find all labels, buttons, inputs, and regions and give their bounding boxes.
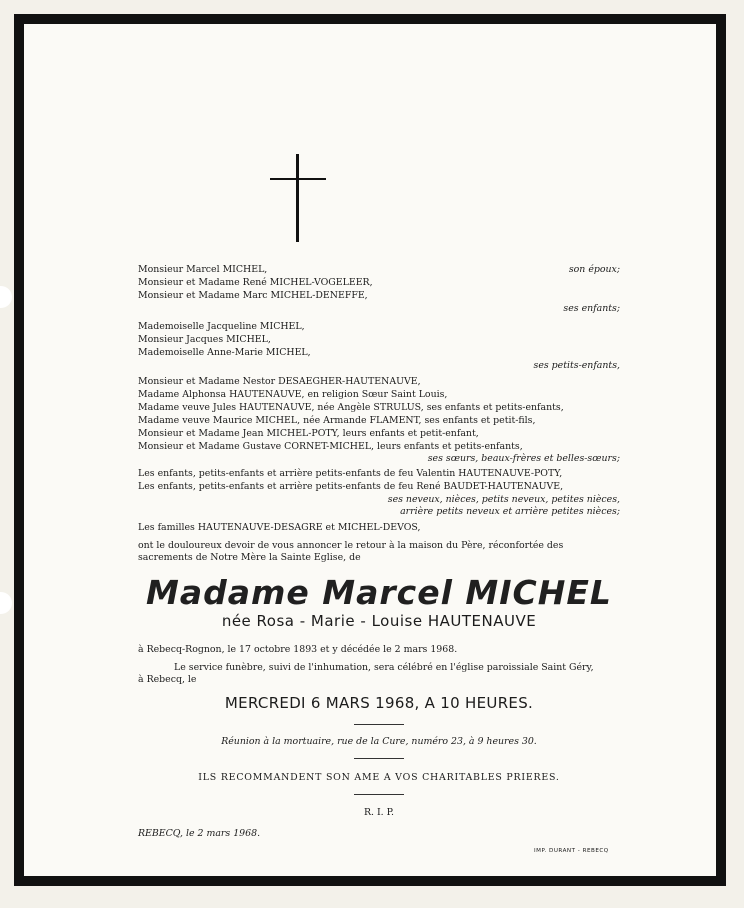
family-member-text: Monsieur et Madame Gustave CORNET-MICHEL, leurs enfants et petits-enfants, [138, 441, 523, 452]
punch-hole [0, 286, 12, 308]
family-line [138, 522, 620, 534]
family-member-text: Mademoiselle Anne-Marie MICHEL, [138, 347, 311, 358]
relation-label: arrière petits neveux et arrière petites nièces; [400, 506, 620, 517]
family-member-text: Madame Alphonsa HAUTENAUVE, en religion Sœur Saint Louis, [138, 389, 448, 400]
service-line-1: Le service funèbre, suivi de l'inhumation, sera célébré en l'église paroissiale Saint Géry, [174, 662, 594, 673]
family-line [138, 321, 620, 333]
punch-hole [0, 592, 12, 614]
family-line [138, 389, 620, 401]
family-line [138, 264, 620, 276]
relation-label: ses petits-enfants, [533, 360, 620, 371]
place-date-line: REBECQ, le 2 mars 1968. [138, 828, 261, 839]
family-line [138, 376, 620, 388]
family-member-text: Monsieur Jacques MICHEL, [138, 334, 271, 345]
family-line [138, 415, 620, 427]
family-line [138, 441, 620, 453]
service-date: MERCREDI 6 MARS 1968, A 10 HEURES. [224, 694, 534, 712]
relation-label: ses enfants; [563, 303, 620, 314]
relation-label: son époux; [568, 264, 620, 275]
announcement-line-1: ont le douloureux devoir de vous annoncer le retour à la maison du Père, réconfortée des [138, 540, 564, 551]
recommendation-line: ILS RECOMMANDENT SON AME A VOS CHARITABLES PRIERES. [198, 772, 560, 783]
family-member-text: Madame veuve Maurice MICHEL, née Armande FLAMENT, ses enfants et petit-fils, [138, 415, 536, 426]
family-line [138, 468, 620, 480]
family-member-text: Monsieur et Madame Nestor DESAEGHER-HAUTENAUVE, [138, 376, 421, 387]
announcement-line-2: sacrements de Notre Mère la Sainte Eglise, de [138, 552, 361, 563]
family-member-text: Mademoiselle Jacqueline MICHEL, [138, 321, 305, 332]
divider [354, 724, 404, 725]
divider [354, 794, 404, 795]
announcement-body [36, 36, 706, 866]
printer-mark: IMP. DURANT - REBECQ [534, 848, 609, 854]
family-line [138, 277, 620, 289]
family-line [138, 481, 620, 493]
service-line-2: à Rebecq, le [138, 674, 197, 685]
family-line [138, 290, 620, 302]
deceased-name: Madame Marcel MICHEL [146, 573, 612, 612]
relation-label: ses neveux, nièces, petits neveux, petites nièces, [387, 494, 620, 505]
family-member-text: Madame veuve Jules HAUTENAUVE, née Angèle STRULUS, ses enfants et petits-enfants, [138, 402, 564, 413]
relation-label: ses sœurs, beaux-frères et belles-sœurs; [427, 453, 620, 464]
birth-death-line: à Rebecq-Rognon, le 17 octobre 1893 et y décédée le 2 mars 1968. [138, 644, 458, 655]
reunion-line: Réunion à la mortuaire, rue de la Cure, numéro 23, à 9 heures 30. [221, 736, 537, 747]
birth-name: née Rosa - Marie - Louise HAUTENAUVE [221, 612, 537, 630]
family-member-text: Les familles HAUTENAUVE-DESAGRE et MICHEL-DEVOS, [138, 522, 421, 533]
family-member-text: Monsieur et Madame Jean MICHEL-POTY, leurs enfants et petit-enfant, [138, 428, 479, 439]
family-member-text: Monsieur et Madame Marc MICHEL-DENEFFE, [138, 290, 368, 301]
rip-line: R. I. P. [363, 807, 395, 818]
family-member-text: Monsieur et Madame René MICHEL-VOGELEER, [138, 277, 373, 288]
family-member-text: Les enfants, petits-enfants et arrière petits-enfants de feu Valentin HAUTENAUVE-POTY, [138, 468, 563, 479]
family-line [138, 402, 620, 414]
family-member-text: Monsieur Marcel MICHEL, [138, 264, 268, 275]
cross-icon [268, 154, 328, 244]
family-member-text: Les enfants, petits-enfants et arrière petits-enfants de feu René BAUDET-HAUTENAUVE, [138, 481, 564, 492]
divider [354, 758, 404, 759]
family-line [138, 347, 620, 359]
family-line [138, 428, 620, 440]
mourning-border [14, 14, 726, 886]
family-line [138, 334, 620, 346]
